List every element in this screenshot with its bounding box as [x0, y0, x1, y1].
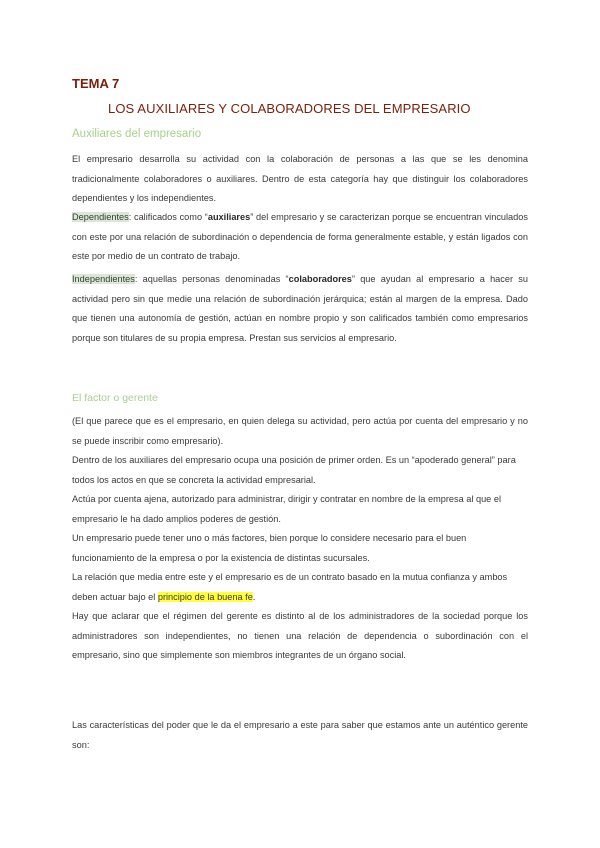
paragraph-dependientes: Dependientes: calificados como “auxiliares” del empresario y se caracterizan porque se encuentran vinculados con este por una relación de subordinación o dependencia de forma generalmente estable, y están ligados con este por medio de un contrato de trabajo. — [72, 212, 528, 261]
term-independientes: Independientes — [72, 274, 135, 284]
paragraph-factor-3: Actúa por cuenta ajena, autorizado para administrar, dirigir y contratar en nombre de la empresa al que el empresario le ha dado amplios poderes de gestión. — [72, 494, 501, 524]
paragraph-factor-6: Hay que aclarar que el régimen del gerente es distinto al de los administradores de la sociedad porque los administradores son independientes, no tienen una relación de dependencia o subordinación con el empresario, sino que simplemente son miembros integrantes de un órgano social. — [72, 611, 528, 660]
term-dependientes: Dependientes — [72, 212, 129, 222]
paragraph-intro: El empresario desarrolla su actividad con la colaboración de personas a las que se les denomina tradicionalmente colaboradores o auxiliares. Dentro de esta categoría hay que distinguir los colaboradores dependientes y los independientes. — [72, 154, 528, 203]
paragraph-independientes: Independientes: aquellas personas denominadas “colaboradores” que ayudan al empresario a hacer su actividad pero sin que medie una relación de subordinación jerárquica; están al margen de la empresa. Dado que tienen una autonomía de gestión, actúan en nombre propio y son calificados también como empresarios porque son titulares de su propia empresa. Prestan sus servicios al empresario. — [72, 274, 528, 343]
paragraph-factor-5: La relación que media entre este y el empresario es de un contrato basado en la mutua confianza y ambos deben actuar bajo el principio de la buena fe. — [72, 572, 508, 602]
paragraph-factor-4: Un empresario puede tener uno o más factores, bien porque lo considere necesario para el buen funcionamiento de la empresa o por la existencia de distintas sucursales. — [72, 533, 467, 563]
section-heading-auxiliares: Auxiliares del empresario — [72, 128, 202, 140]
paragraph-factor-2: Dentro de los auxiliares del empresario ocupa una posición de primer orden. Es un “apoderado general” para todos los actos en que se concreta la actividad empresarial. — [72, 455, 516, 485]
paragraph-factor-1: (El que parece que es el empresario, en quien delega su actividad, pero actúa por cuenta del empresario y no se puede inscribir como empresario). — [72, 416, 528, 446]
term-auxiliares: auxiliares — [207, 212, 251, 222]
term-colaboradores: colaboradores — [288, 274, 352, 284]
highlight-buena-fe: principio de la buena fe — [157, 591, 253, 602]
section-heading-factor: El factor o gerente — [72, 392, 158, 404]
paragraph-factor-7: Las características del poder que le da el empresario a este para saber que estamos ante un auténtico gerente son: — [72, 720, 528, 750]
topic-label: TEMA 7 — [72, 76, 120, 91]
chapter-title: LOS AUXILIARES Y COLABORADORES DEL EMPRESARIO — [108, 101, 471, 116]
